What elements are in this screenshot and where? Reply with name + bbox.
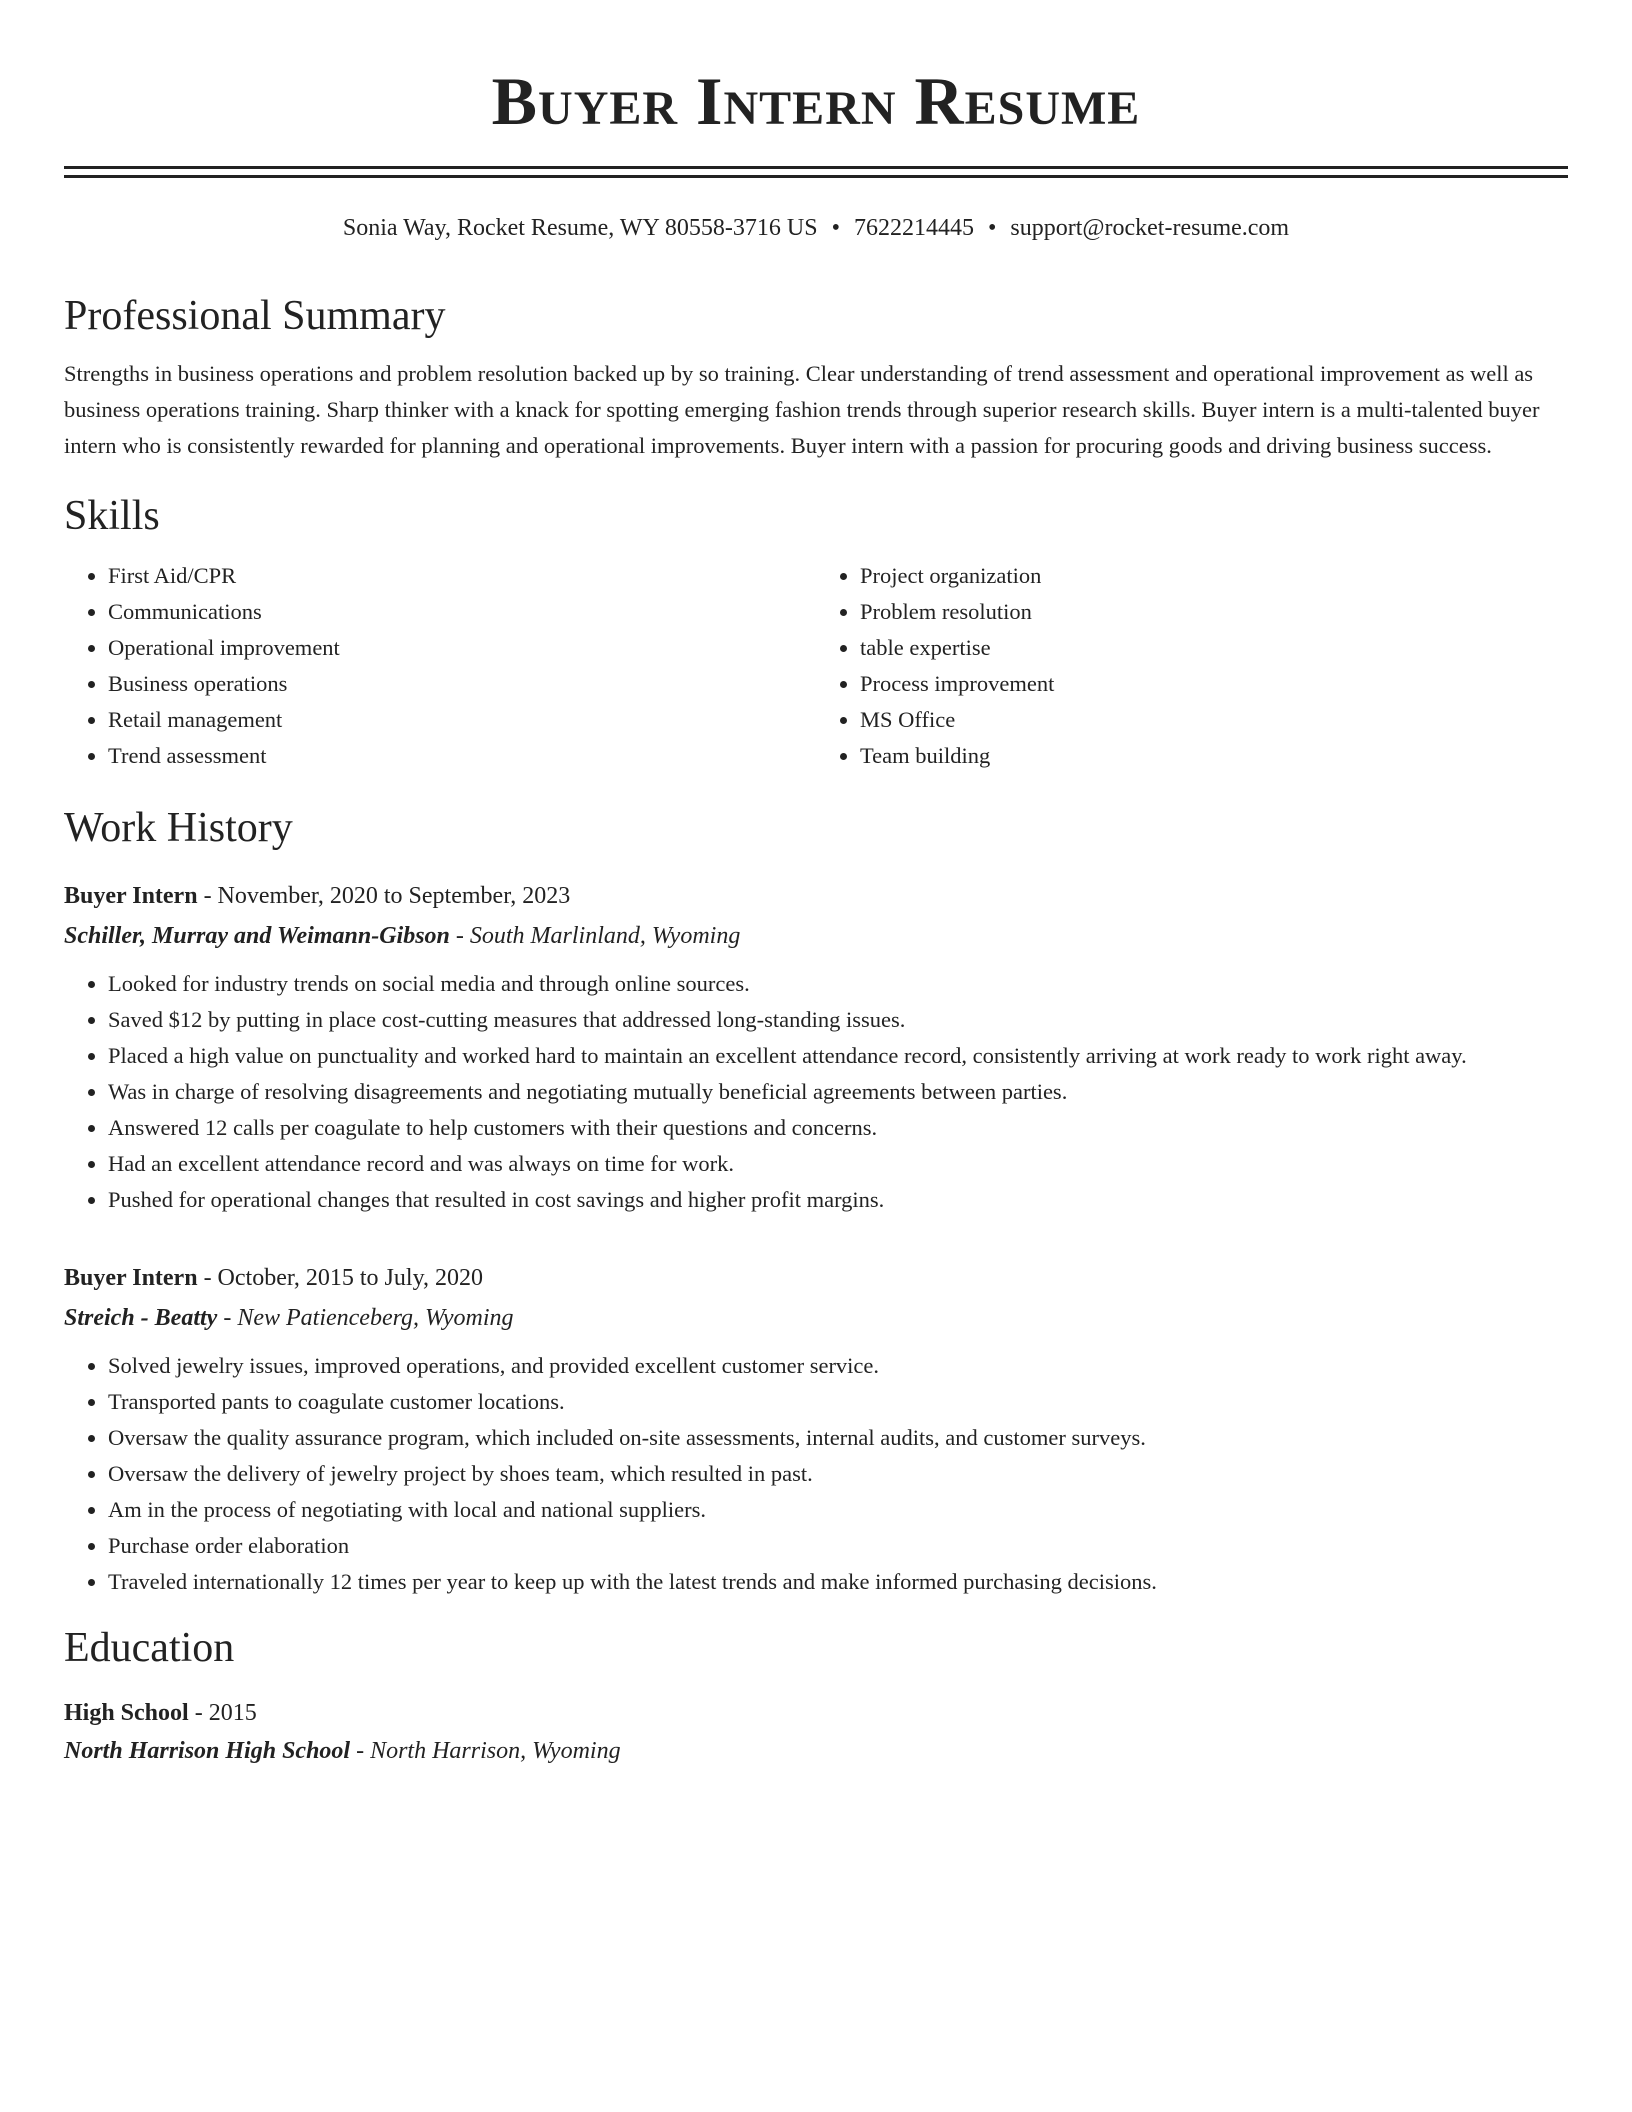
job-duty-item: • Answered 12 calls per coagulate to help customers with their questions and concerns.: [108, 1110, 1568, 1146]
skill-item: • Problem resolution: [860, 594, 1568, 630]
employer-name: Schiller, Murray and Weimann-Gibson: [64, 923, 450, 949]
job-duty-item: • Solved jewelry issues, improved operations, and provided excellent customer service.: [108, 1348, 1568, 1384]
work-history-heading: Work History: [64, 805, 293, 851]
contact-phone: 7622214445: [854, 215, 974, 241]
contact-address: Sonia Way, Rocket Resume, WY 80558-3716 US: [342, 215, 818, 241]
skill-item: • First Aid/CPR: [108, 558, 816, 594]
skill-item: • Team building: [860, 738, 1568, 774]
title-divider-top: [64, 166, 1568, 169]
job-duty-item: • Am in the process of negotiating with local and national suppliers.: [108, 1492, 1568, 1528]
contact-separator: •: [831, 215, 840, 241]
job-duty-item: • Saved $12 by putting in place cost-cutting measures that addressed long-standing issues.: [108, 1002, 1568, 1038]
resume-title: Buyer Intern Resume: [491, 63, 1141, 139]
skill-item: • Process improvement: [860, 666, 1568, 702]
contact-separator: •: [988, 215, 997, 241]
skills-list: [64, 558, 1568, 774]
title-divider-bottom: [64, 175, 1568, 178]
summary-heading: Professional Summary: [64, 293, 446, 339]
job-duties: [64, 966, 1568, 1218]
skill-item: • Project organization: [860, 558, 1568, 594]
job-duty-item: • Placed a high value on punctuality and worked hard to maintain an excellent attendance record, consistently arriving at work ready to work right away.: [108, 1038, 1568, 1074]
skills-column-right: [816, 558, 1568, 774]
contact-line: [64, 212, 1568, 244]
graduation-year: - 2015: [188, 1700, 257, 1726]
skill-item: • MS Office: [860, 702, 1568, 738]
job-duty-item: • Purchase order elaboration: [108, 1528, 1568, 1564]
contact-email: support@rocket-resume.com: [1010, 215, 1290, 241]
employer-name: Streich - Beatty: [64, 1305, 218, 1331]
employer-line: [64, 916, 1568, 956]
skills-column-left: [64, 558, 816, 774]
job-duty-item: • Was in charge of resolving disagreements and negotiating mutually beneficial agreements between parties.: [108, 1074, 1568, 1110]
skills-heading: Skills: [64, 493, 160, 539]
job-duty-item: • Oversaw the quality assurance program, which included on-site assessments, internal audits, and customer surveys.: [108, 1420, 1568, 1456]
job-entry: [64, 876, 1568, 1218]
job-duty-item: • Had an excellent attendance record and was always on time for work.: [108, 1146, 1568, 1182]
job-dates: - October, 2015 to July, 2020: [197, 1265, 484, 1291]
job-title-line: [64, 1258, 1568, 1298]
degree: High School: [64, 1700, 189, 1726]
skill-item: • Retail management: [108, 702, 816, 738]
job-entry: [64, 1258, 1568, 1600]
job-title-line: [64, 876, 1568, 916]
school-line: [64, 1732, 1568, 1770]
summary-text: Strengths in business operations and problem resolution backed up by so training. Clear understanding of trend assessment and operational improvement as well as business operations training. Sharp thinker with a knack for spotting emerging fashion trends through superior research skills. Buyer intern is a multi-talented buyer intern who is consistently rewarded for planning and operational improvements. Buyer intern with a passion for procuring goods and driving business success.: [64, 361, 1540, 458]
skill-item: • Trend assessment: [108, 738, 816, 774]
school-location: - North Harrison, Wyoming: [350, 1738, 621, 1764]
job-duty-item: • Transported pants to coagulate customer locations.: [108, 1384, 1568, 1420]
skill-item: • Communications: [108, 594, 816, 630]
skill-item: • table expertise: [860, 630, 1568, 666]
job-title: Buyer Intern: [64, 1265, 198, 1291]
employer-location: - New Patienceberg, Wyoming: [217, 1305, 514, 1331]
job-duty-item: • Looked for industry trends on social media and through online sources.: [108, 966, 1568, 1002]
job-title: Buyer Intern: [64, 883, 198, 909]
school-name: North Harrison High School: [64, 1738, 351, 1764]
job-duty-item: • Oversaw the delivery of jewelry project by shoes team, which resulted in past.: [108, 1456, 1568, 1492]
job-duties: [64, 1348, 1568, 1600]
education-heading: Education: [64, 1625, 235, 1671]
degree-line: [64, 1694, 1568, 1732]
skill-item: • Operational improvement: [108, 630, 816, 666]
job-duty-item: • Traveled internationally 12 times per year to keep up with the latest trends and make informed purchasing decisions.: [108, 1564, 1568, 1600]
employer-location: - South Marlinland, Wyoming: [449, 923, 741, 949]
job-duty-item: • Pushed for operational changes that resulted in cost savings and higher profit margins.: [108, 1182, 1568, 1218]
skill-item: • Business operations: [108, 666, 816, 702]
job-dates: - November, 2020 to September, 2023: [197, 883, 571, 909]
education-entry: [64, 1694, 1568, 1770]
employer-line: [64, 1298, 1568, 1338]
